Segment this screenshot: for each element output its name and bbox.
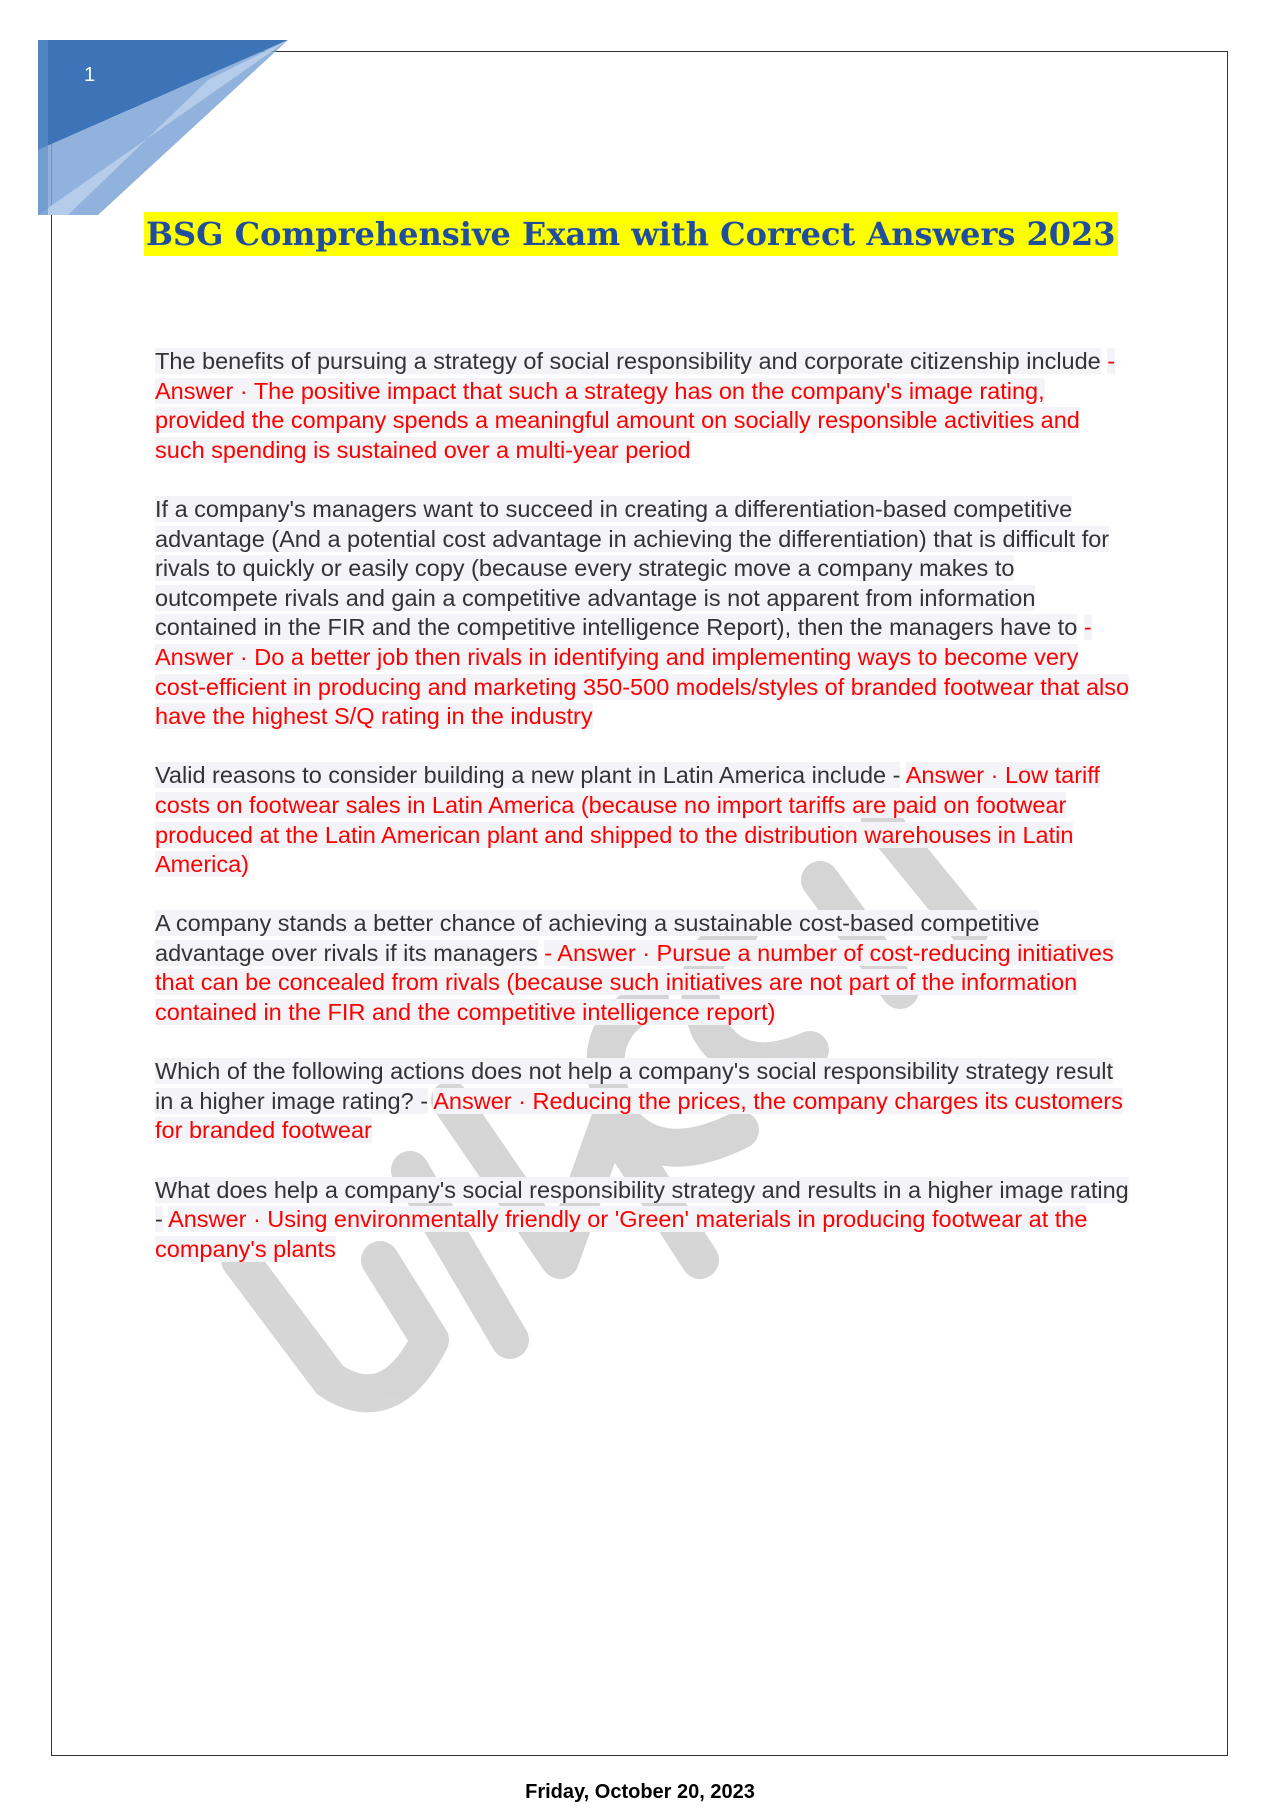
footer-date: Friday, October 20, 2023 <box>525 1781 755 1803</box>
page-number: 1 <box>84 64 96 86</box>
question-text: What does help a company's social responsibility strategy and results in a higher image rating - <box>155 1176 1129 1233</box>
answer-text: Answer · Low tariff costs on footwear sales in Latin America (because no import tariffs are paid on footwear produced at the Latin American plant and shipped to the distribution warehouses in Latin America) <box>155 762 1100 878</box>
qa-item-2 <box>155 495 1135 732</box>
question-text: The benefits of pursuing a strategy of social responsibility and corporate citizenship include <box>155 348 1101 374</box>
qa-item-1 <box>155 347 1135 465</box>
qa-item-6 <box>155 1176 1135 1265</box>
question-text: Valid reasons to consider building a new plant in Latin America include - <box>155 762 901 789</box>
answer-text: Answer · Using environmentally friendly or 'Green' materials in producing footwear at the company's plants <box>155 1206 1088 1262</box>
question-text: Which of the following actions does not help a company's social responsibility strategy result in a higher image rating? - <box>155 1058 1114 1114</box>
qa-item-5 <box>155 1057 1135 1146</box>
answer-text: - Answer · Pursue a number of cost-reducing initiatives that can be concealed from rivals (because such initiatives are not part of the information contained in the FIR and the competitive intelligence report) <box>155 939 1114 1026</box>
answer-text: - Answer · The positive impact that such a strategy has on the company's image rating, provided the company spends a meaningful amount on socially responsible activities and such spending is sustained over a multi-year period <box>155 348 1116 463</box>
document-title: BSG Comprehensive Exam with Correct Answers 2023 <box>144 212 1118 256</box>
question-text: A company stands a better chance of achieving a sustainable cost-based competitive advantage over rivals if its managers <box>155 910 1040 966</box>
qa-item-3 <box>155 761 1135 879</box>
corner-decoration <box>38 40 288 215</box>
qa-item-4 <box>155 909 1135 1027</box>
answer-text: Answer · Reducing the prices, the company charges its customers for branded footwear <box>155 1087 1123 1144</box>
question-text: If a company's managers want to succeed in creating a differentiation-based competitive advantage (And a potential cost advantage in achieving the differentiation) that is difficult for rivals to quickly or easily copy (because every strategic move a company makes to outcompete rivals and gain a competitive advantage is not apparent from information contained in the FIR and the competitive intelligence Report), then the managers have to <box>155 495 1110 641</box>
answer-text: - Answer · Do a better job then rivals in identifying and implementing ways to become very cost-efficient in producing and marketing 350-500 models/styles of branded footwear that also have the highest S/Q rating in the industry <box>155 614 1130 730</box>
qa-list <box>155 347 1135 1294</box>
